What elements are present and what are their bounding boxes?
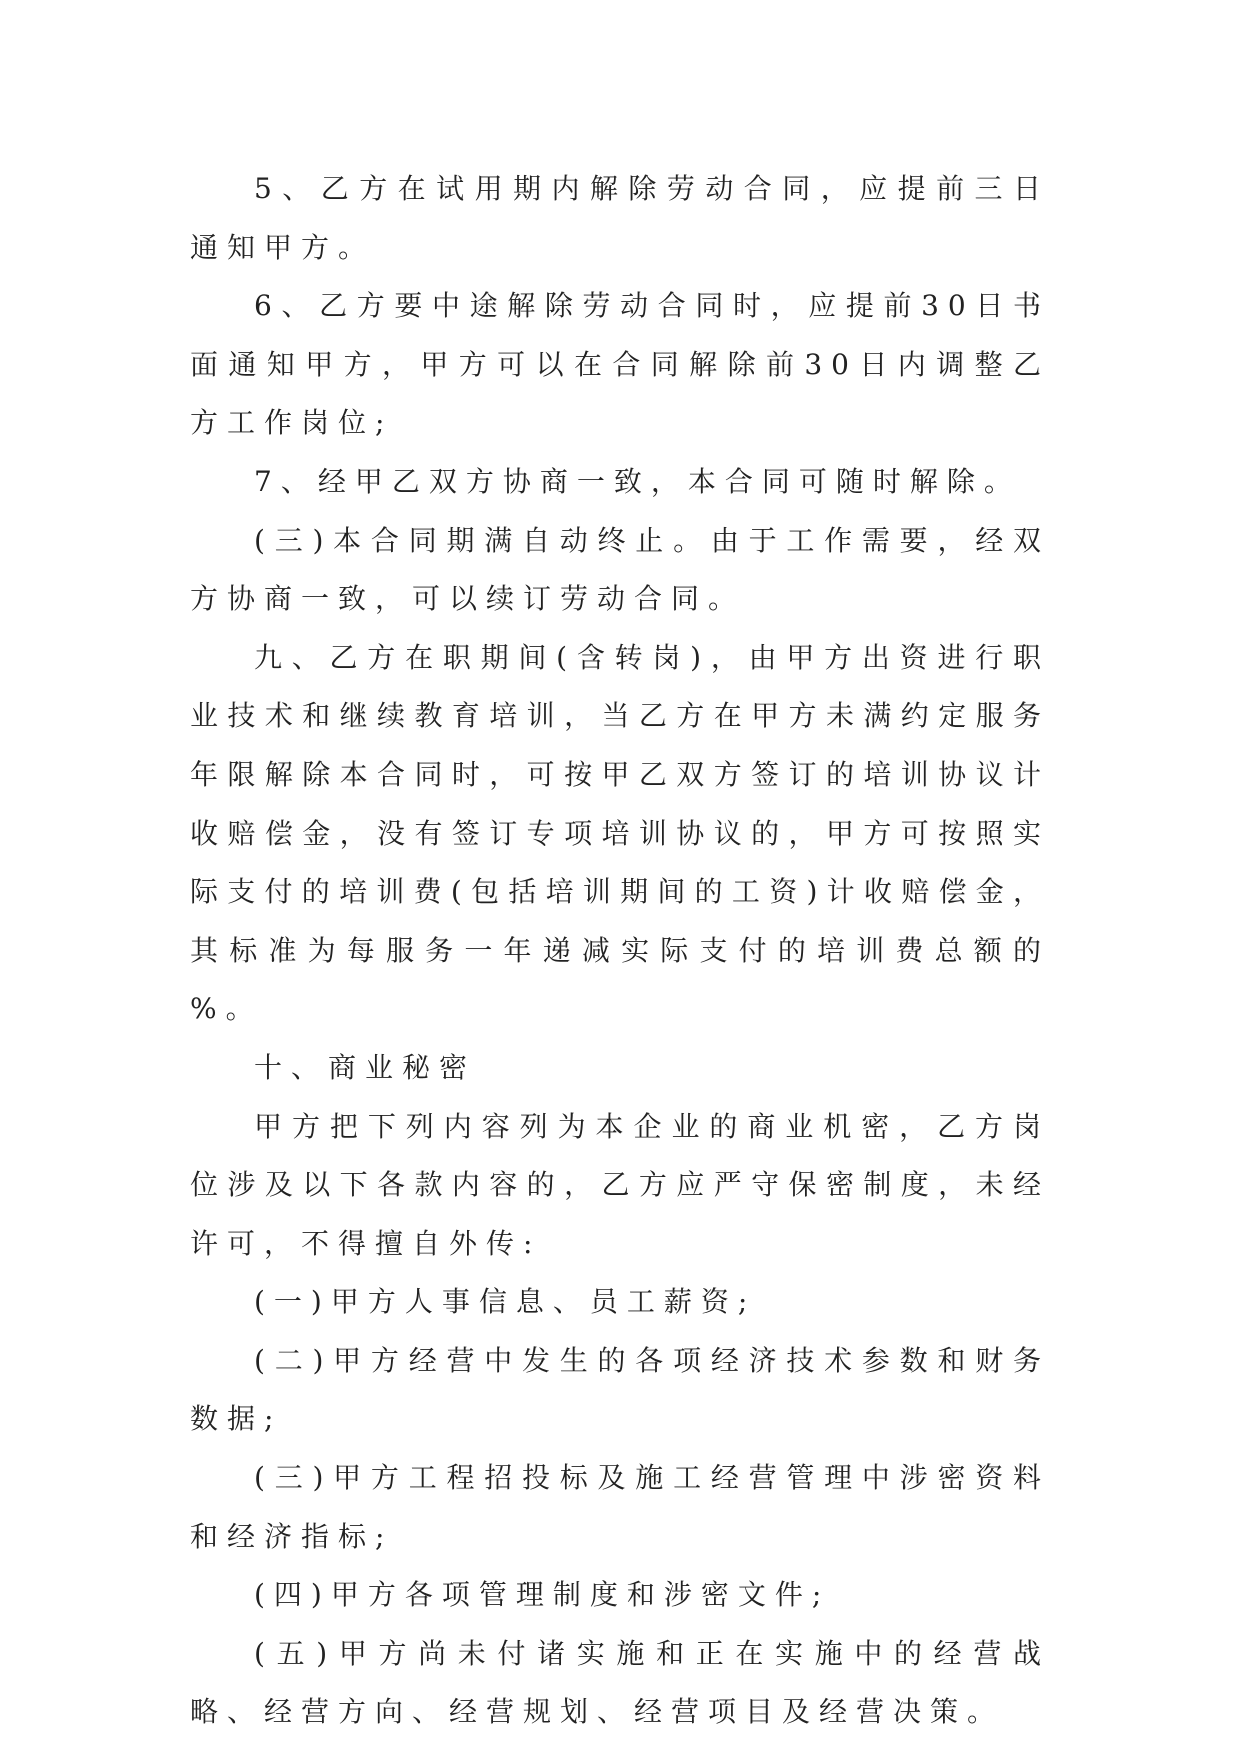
list-item-secret-5: (五)甲方尚未付诸实施和正在实施中的经营战略、经营方向、经营规划、经营项目及经营决策。 [190,1636,1050,1729]
paragraph-clause-6: 6、乙方要中途解除劳动合同时，应提前30日书面通知甲方，甲方可以在合同解除前30日内调整乙方工作岗位; [190,289,1050,440]
section-heading-trade-secrets: 十、商业秘密 [254,1050,477,1084]
paragraph-clause-7: 7、经甲乙双方协商一致，本合同可随时解除。 [254,464,1021,498]
document-body [190,160,1050,1742]
list-item-secret-3: (三)甲方工程招投标及施工经营管理中涉密资料和经济指标; [190,1461,1050,1553]
paragraph-clause-5: 5、乙方在试用期内解除劳动合同，应提前三日通知甲方。 [190,172,1050,264]
list-item-secret-1: (一)甲方人事信息、员工薪资; [254,1285,757,1319]
paragraph-trade-secrets-intro: 甲方把下列内容列为本企业的商业机密，乙方岗位涉及以下各款内容的，乙方应严守保密制度，未经许可，不得擅自外传: [190,1109,1050,1260]
paragraph-contract-expiry: (三)本合同期满自动终止。由于工作需要，经双方协商一致，可以续订劳动合同。 [190,523,1050,616]
list-item-secret-2: (二)甲方经营中发生的各项经济技术参数和财务数据; [190,1343,1050,1436]
list-item-secret-4: (四)甲方各项管理制度和涉密文件; [254,1578,831,1612]
paragraph-section-9-training: 九、乙方在职期间(含转岗)，由甲方出资进行职业技术和继续教育培训，当乙方在甲方未满约定服务年限解除本合同时，可按甲乙双方签订的培训协议计收赔偿金，没有签订专项培训协议的，甲方可按照实际支付的培训费(包括培训期间的工资)计收赔偿金，其标准为每服务一年递减实际支付的培训费总额的 %。 [190,640,1050,1026]
